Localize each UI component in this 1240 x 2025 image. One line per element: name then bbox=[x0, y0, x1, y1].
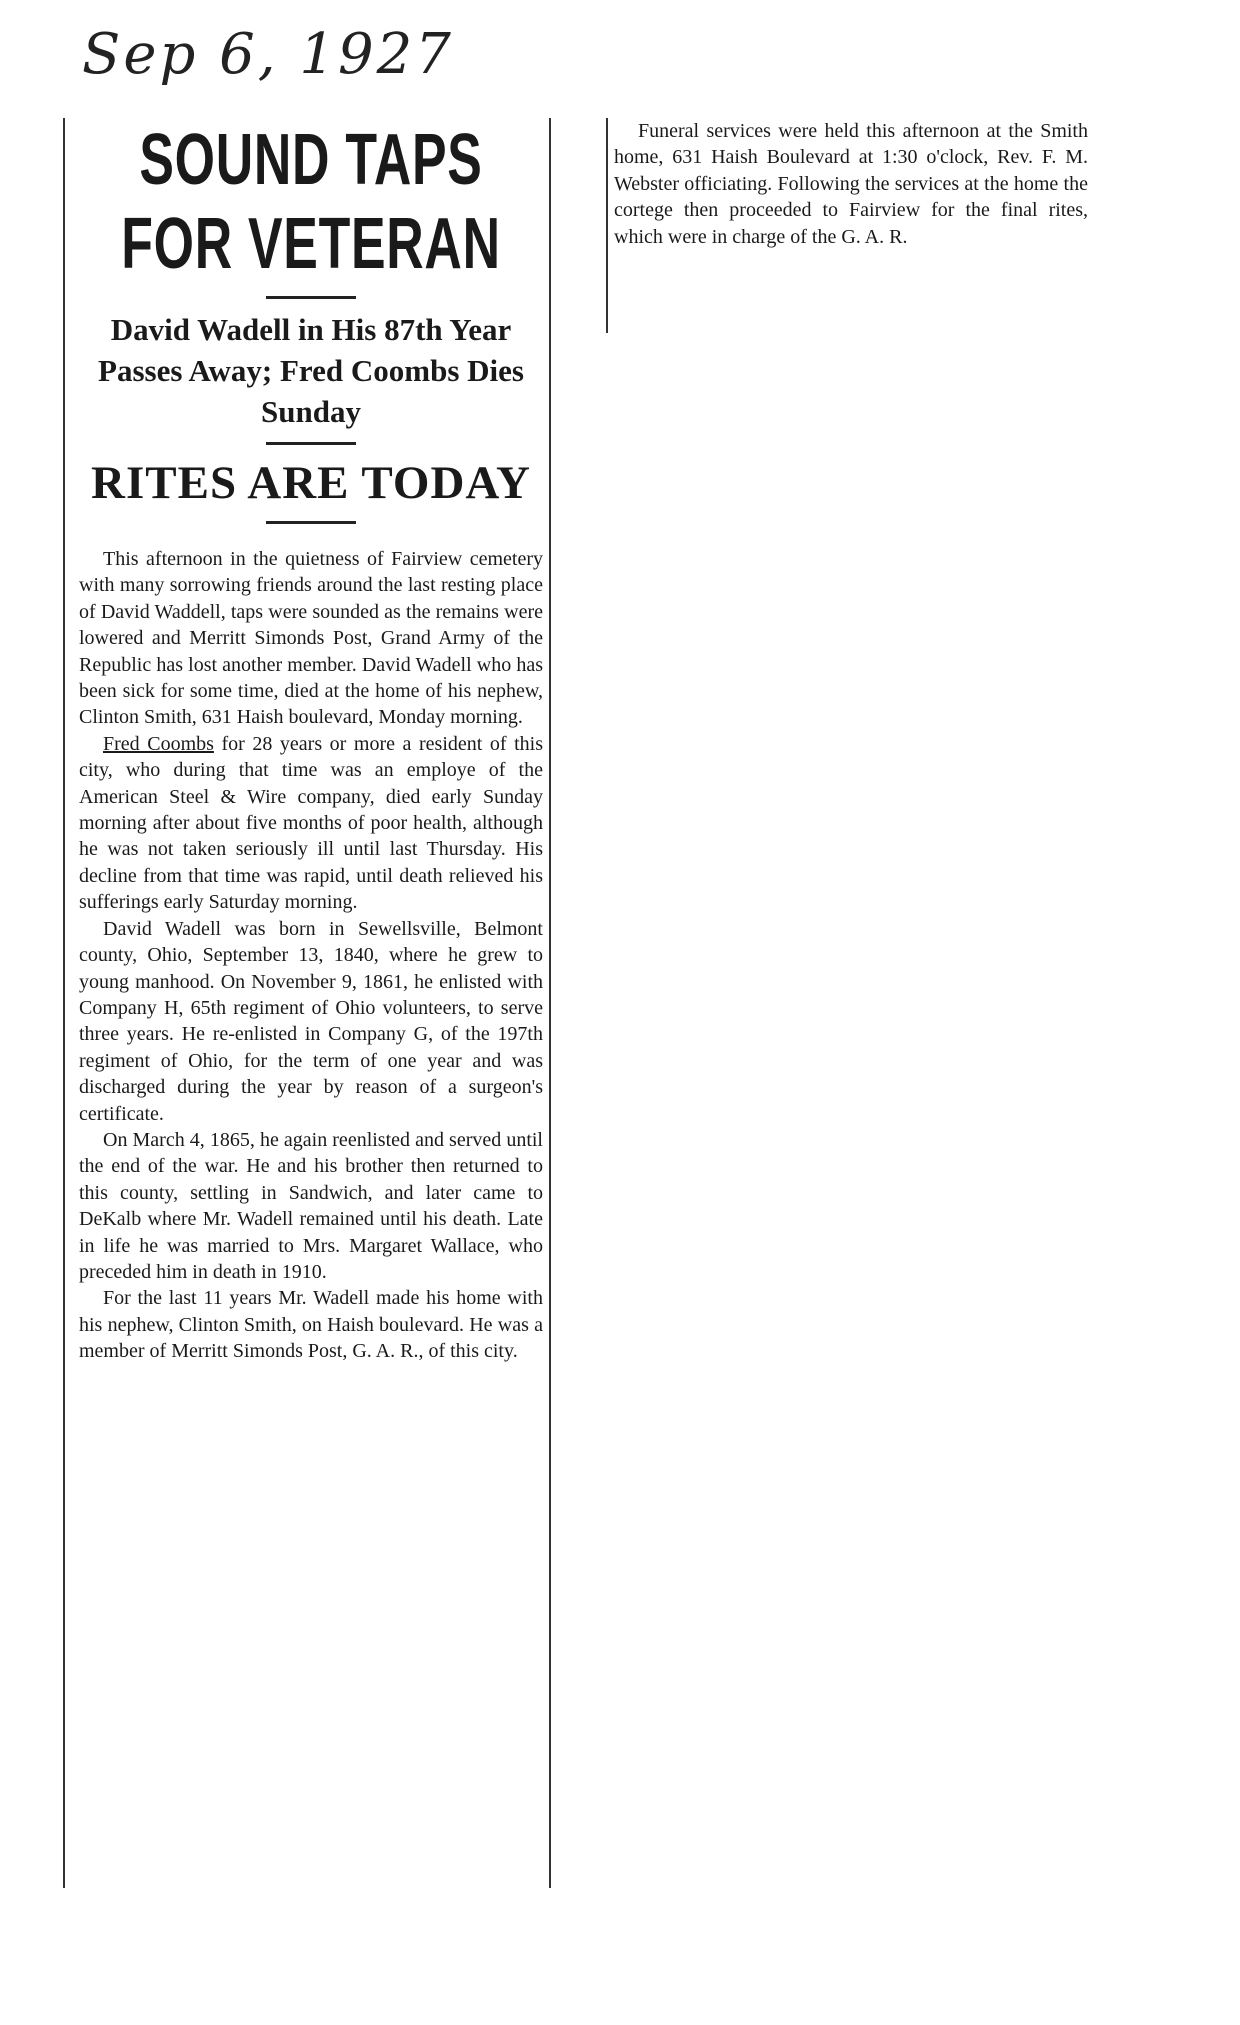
paragraph bbox=[79, 546, 543, 731]
underlined-name: Fred Coombs bbox=[103, 732, 214, 755]
paragraph-text: for 28 years or more a resident of this city, who during that time was an employe of the American Steel & Wire company, died early Sunday morning after about five months of poor health, although he was not taken seriously ill until last Thursday. His decline from that time was rapid, until death relieved his sufferings early Saturday morning. bbox=[79, 732, 543, 914]
article-column-1 bbox=[63, 118, 551, 1888]
paragraph bbox=[79, 731, 543, 916]
paragraph-text: David Wadell was born in Sewellsville, Belmont county, Ohio, September 13, 1840, where he grew to young manhood. On November 9, 1861, he enlisted with Company H, 65th regiment of Ohio volunteers, to serve three years. He re-enlisted in Company G, of the 197th regiment of Ohio, for the term of one year and was discharged during the year by reason of a surgeon's certificate. bbox=[79, 917, 543, 1125]
article-body-continued bbox=[608, 118, 1088, 250]
handwritten-date: Sep 6, 1927 bbox=[82, 22, 454, 87]
divider-rule bbox=[266, 296, 356, 299]
subheading: RITES ARE TODAY bbox=[91, 457, 531, 509]
article-body bbox=[79, 546, 543, 1365]
headline bbox=[101, 118, 521, 286]
article-column-2 bbox=[606, 118, 1088, 333]
paragraph bbox=[79, 1127, 543, 1285]
paragraph: Funeral services were held this afternoon at the Smith home, 631 Haish Boulevard at 1:30 o'clock, Rev. F. M. Webster officiating. Following the services at the home the cortege then proceeded to Fairview for the final rites, which were in charge of the G. A. R. bbox=[614, 120, 1088, 248]
divider-rule bbox=[266, 442, 356, 445]
paragraph-text: For the last 11 years Mr. Wadell made his home with his nephew, Clinton Smith, on Haish boulevard. He was a member of Merritt Simonds Post, G. A. R., of this city. bbox=[79, 1287, 543, 1363]
divider-rule bbox=[266, 521, 356, 524]
paragraph-text: On March 4, 1865, he again reenlisted and served until the end of the war. He and his brother then returned to this county, settling in Sandwich, and later came to DeKalb where Mr. Wadell remained until his death. Late in life he was married to Mrs. Margaret Wallace, who preceded him in death in 1910. bbox=[79, 1128, 543, 1283]
paragraph bbox=[79, 916, 543, 1127]
paragraph-text: This afternoon in the quietness of Fairview cemetery with many sorrowing friends around the last resting place of David Waddell, taps were sounded as the remains were lowered and Merritt Simonds Post, Grand Army of the Republic has lost another member. David Wadell who has been sick for some time, died at the home of his nephew, Clinton Smith, 631 Haish boulevard, Monday morning. bbox=[79, 548, 543, 729]
headline-line-2: FOR VETERAN bbox=[121, 204, 501, 284]
paragraph bbox=[79, 1285, 543, 1364]
deck-subtitle: David Wadell in His 87th Year Passes Away; Fred Coombs Dies Sunday bbox=[98, 312, 524, 429]
headline-line-1: SOUND TAPS bbox=[139, 120, 483, 200]
